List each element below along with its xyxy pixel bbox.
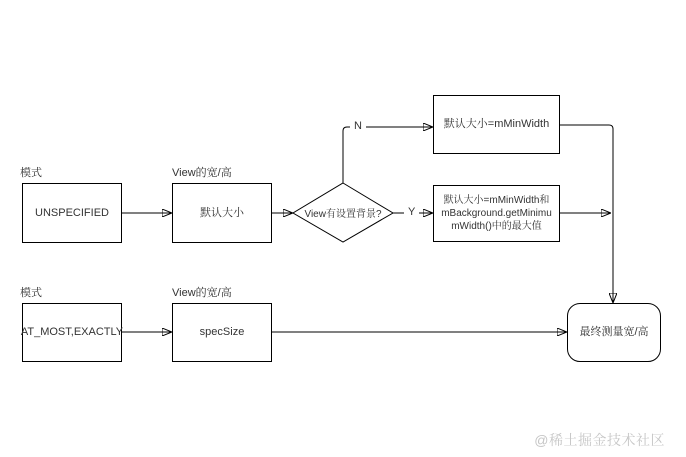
view-size-label-top: View的宽/高: [172, 167, 232, 179]
edge-decision-no: [343, 127, 433, 183]
node-default-size: 默认大小: [172, 183, 272, 243]
node-atmost-exactly: AT_MOST,EXACTLY: [22, 303, 122, 362]
node-spec-size: specSize: [172, 303, 272, 362]
node-decision-has-background: View有设置背景?: [304, 209, 382, 220]
branch-label-yes: Y: [404, 206, 419, 219]
node-default-equals-max-value: 默认大小=mMinWidth和mBackground.getMinimumWidth()中的最大值: [433, 185, 560, 242]
node-final-measured-size: 最终测量宽/高: [567, 303, 661, 362]
mode-label-top: 模式: [20, 167, 42, 179]
branch-label-no: N: [350, 120, 366, 133]
edge-minwidth-to-result: [560, 125, 613, 303]
node-unspecified: UNSPECIFIED: [22, 183, 122, 243]
node-default-equals-minwidth: 默认大小=mMinWidth: [433, 95, 560, 154]
watermark-text: @稀土掘金技术社区: [534, 432, 665, 448]
view-size-label-bottom: View的宽/高: [172, 287, 232, 299]
mode-label-bottom: 模式: [20, 287, 42, 299]
